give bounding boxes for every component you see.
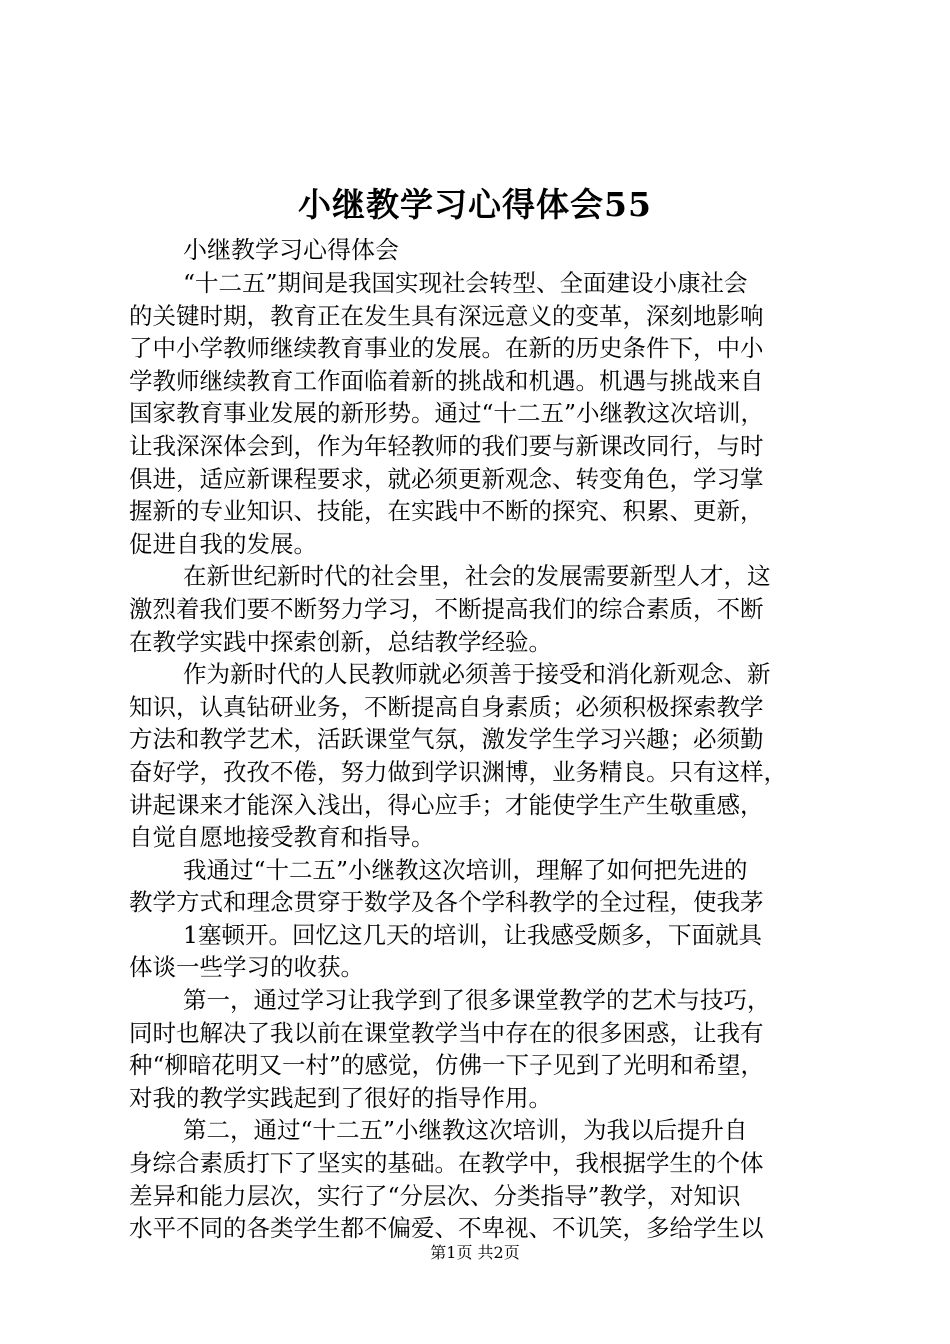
body-text-line: 教学方式和理念贯穿于数学及各个学科教学的全过程，使我茅 [129, 888, 764, 917]
body-text-line: 种“柳暗花明又一村”的感觉，仿佛一下子见到了光明和希望， [129, 1051, 765, 1080]
body-text-line: 俱进，适应新课程要求，就必须更新观念、转变角色，学习掌 [129, 464, 764, 493]
body-text-line: 让我深深体会到，作为年轻教师的我们要与新课改同行，与时 [129, 431, 764, 460]
body-text-line: 学教师继续教育工作面临着新的挑战和机遇。机遇与挑战来自 [129, 366, 764, 395]
body-text-line: 1塞顿开。回忆这几天的培训，让我感受颇多，下面就具 [183, 920, 762, 949]
body-text-line: 国家教育事业发展的新形势。通过“十二五”小继教这次培训， [129, 399, 765, 428]
body-text-line: 方法和教学艺术，活跃课堂气氛，激发学生学习兴趣；必须勤 [129, 725, 764, 754]
body-text-line: 激烈着我们要不断努力学习，不断提高我们的综合素质，不断 [129, 594, 764, 623]
body-text-line: 促进自我的发展。 [129, 529, 317, 558]
body-text-line: 作为新时代的人民教师就必须善于接受和消化新观念、新 [183, 660, 771, 689]
document-body [129, 267, 839, 1245]
body-text-line: 我通过“十二五”小继教这次培训，理解了如何把先进的 [183, 855, 748, 884]
body-text-line: 同时也解决了我以前在课堂教学当中存在的很多困惑，让我有 [129, 1018, 764, 1047]
body-text-line: 在教学实践中探索创新，总结教学经验。 [129, 627, 552, 656]
body-text-line: 在新世纪新时代的社会里，社会的发展需要新型人才，这 [183, 562, 771, 591]
body-text-line: 对我的教学实践起到了很好的指导作用。 [129, 1083, 552, 1112]
body-text-line: “十二五”期间是我国实现社会转型、全面建设小康社会 [183, 269, 748, 297]
body-text-line: 水平不同的各类学生都不偏爱、不卑视、不讥笑，多给学生以 [129, 1214, 764, 1243]
body-text-line: 了中小学教师继续教育事业的发展。在新的历史条件下，中小 [129, 334, 764, 363]
body-text-line: 身综合素质打下了坚实的基础。在教学中，我根据学生的个体 [129, 1149, 764, 1178]
page-footer: 第1页 共2页 [430, 1243, 520, 1262]
body-text-line: 自觉自愿地接受教育和指导。 [129, 823, 435, 852]
body-text-line: 知识，认真钻研业务，不断提高自身素质；必须积极探索教学 [129, 692, 764, 721]
document-subtitle: 小继教学习心得体会 [183, 236, 399, 264]
body-text-line: 握新的专业知识、技能，在实践中不断的探究、积累、更新， [129, 497, 764, 526]
body-text-line: 体谈一些学习的收获。 [129, 953, 364, 982]
body-text-line: 第二，通过“十二五”小继教这次培训，为我以后提升自 [183, 1116, 748, 1145]
document-title: 小继教学习心得体会55 [298, 185, 652, 224]
body-text-line: 差异和能力层次，实行了“分层次、分类指导”教学，对知识 [129, 1181, 741, 1210]
body-text-line: 奋好学，孜孜不倦，努力做到学识渊博，业务精良。只有这样， [129, 757, 787, 786]
body-text-line: 的关键时期，教育正在发生具有深远意义的变革，深刻地影响 [129, 301, 764, 330]
body-text-line: 第一，通过学习让我学到了很多课堂教学的艺术与技巧， [183, 986, 771, 1015]
body-text-line: 讲起课来才能深入浅出，得心应手；才能使学生产生敬重感， [129, 790, 764, 819]
